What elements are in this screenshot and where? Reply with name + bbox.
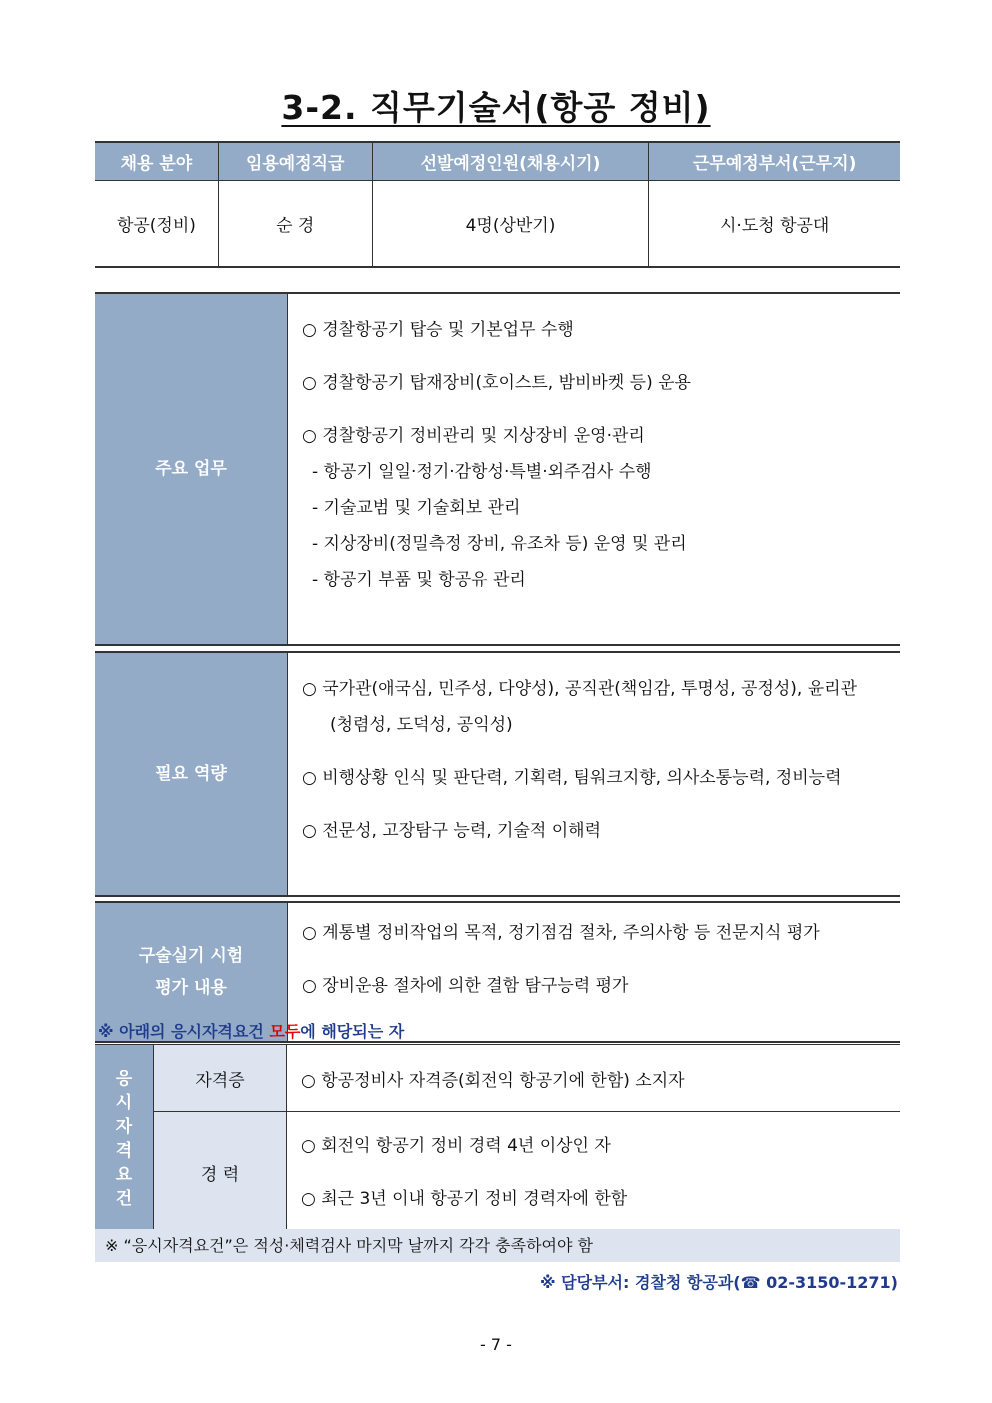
career-line: ○ 최근 3년 이내 항공기 정비 경력자에 한함 [301,1188,628,1209]
header-department: 근무예정부서(근무지) [649,142,900,181]
license-label: 자격증 [154,1045,287,1112]
duties-body [288,293,901,645]
value-rank: 순 경 [218,181,372,268]
oral-test-line: ○ 장비운용 절차에 의한 결함 탐구능력 평가 [302,976,629,996]
header-rank: 임용예정직급 [218,142,372,181]
duties-section [95,292,900,646]
career-body [287,1112,901,1233]
duty-line: ○ 경찰항공기 탑재장비(호이스트, 밤비바켓 등) 운용 [302,373,691,393]
requirements-note-emphasis: 모두 [269,1022,301,1041]
duty-line: ○ 경찰항공기 탑승 및 기본업무 수행 [302,320,574,340]
competency-line: ○ 국가관(애국심, 민주성, 다양성), 공직관(책임감, 투명성, 공정성), 윤리관 [302,679,858,699]
duty-subline: - 항공기 부품 및 항공유 관리 [312,570,526,590]
competency-line: ○ 비행상황 인식 및 판단력, 기획력, 팀워크지향, 의사소통능력, 정비능력 [302,768,842,788]
duty-line: ○ 경찰항공기 정비관리 및 지상장비 운영·관리 [302,426,645,446]
value-department: 시·도청 항공대 [649,181,900,268]
oral-test-label-line1: 구술실기 시험 [138,946,244,966]
contact-info: ※ 담당부서: 경찰청 항공과(☎ 02-3150-1271) [540,1273,898,1292]
document-title-wrap [0,82,992,129]
requirements-note-suffix: 에 해당되는 자 [300,1022,405,1041]
license-text: ○ 항공정비사 자격증(회전익 항공기에 한함) 소지자 [287,1045,901,1112]
duties-label: 주요 업무 [95,293,288,645]
qualification-label [95,1045,154,1233]
document-title: 3-2. 직무기술서(항공 정비) [281,88,711,127]
requirements-note-prefix: ※ 아래의 응시자격요건 [98,1022,270,1041]
header-quota: 선발예정인원(채용시기) [372,142,649,181]
duty-subline: - 지상장비(정밀측정 장비, 유조차 등) 운영 및 관리 [312,534,687,554]
header-field: 채용 분야 [95,142,218,181]
page-number: - 7 - [480,1335,512,1354]
qualification-label-char: 건 [115,1188,133,1209]
deadline-note: ※ “응시자격요건”은 적성·체력검사 마지막 날까지 각각 충족하여야 함 [95,1229,900,1262]
competency-body [288,652,901,896]
oral-test-label-line2: 평가 내용 [155,978,227,998]
qualification-label-char: 시 [115,1092,133,1113]
qualification-label-char: 격 [115,1140,133,1161]
qualification-table [95,1044,900,1233]
duty-subline: - 항공기 일일·정기·감항성·특별·외주검사 수행 [312,462,652,482]
competency-label: 필요 역량 [95,652,288,896]
summary-table [95,141,900,268]
oral-test-line: ○ 계통별 정비작업의 목적, 정기점검 절차, 주의사항 등 전문지식 평가 [302,923,820,943]
qualification-label-char: 자 [115,1116,133,1137]
qualification-label-char: 응 [115,1068,133,1089]
duty-subline: - 기술교범 및 기술회보 관리 [312,498,521,518]
career-label: 경 력 [154,1112,287,1233]
competency-section [95,651,900,897]
value-quota: 4명(상반기) [372,181,649,268]
competency-line-continued: (청렴성, 도덕성, 공익성) [330,715,513,735]
value-field: 항공(정비) [95,181,218,268]
competency-line: ○ 전문성, 고장탐구 능력, 기술적 이해력 [302,821,601,841]
career-line: ○ 회전익 항공기 정비 경력 4년 이상인 자 [301,1135,611,1156]
qualification-label-char: 요 [115,1164,133,1185]
requirements-note [98,1019,404,1042]
